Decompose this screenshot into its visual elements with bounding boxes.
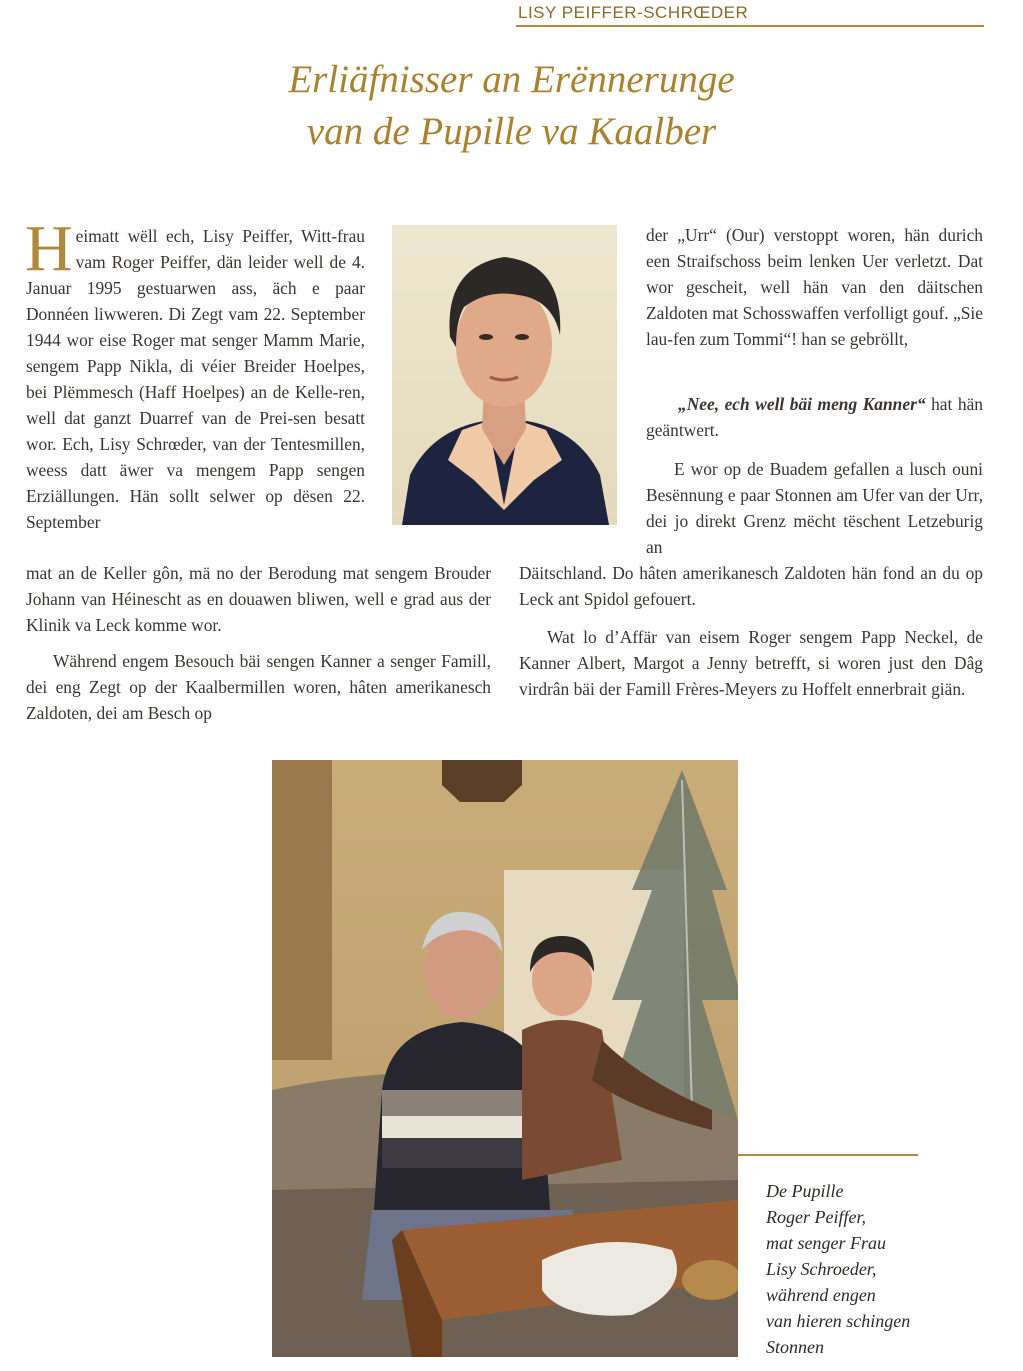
- caption-line: während engen: [766, 1285, 876, 1305]
- author-name: LISY PEIFFER-SCHRŒDER: [518, 3, 749, 22]
- caption-line: Roger Peiffer,: [766, 1207, 866, 1227]
- paragraph-intro: [25, 212, 365, 535]
- caption-line: De Pupille: [766, 1181, 844, 1201]
- paragraph-quote: [646, 391, 983, 443]
- quote-text: „Nee, ech well bäi meng Kanner“: [678, 394, 926, 414]
- paragraph-fall-continued: Däitschland. Do hâten amerikanesch Zaldoten hän fond an du op Leck ant Spidol gefouert.: [519, 563, 983, 609]
- title-line-1: Erliäfnisser an Erënnerunge: [288, 58, 735, 101]
- page-title: [0, 54, 1023, 158]
- family-photo-image: [272, 760, 738, 1357]
- quote-reply: hat hän geäntwert.: [646, 394, 983, 440]
- caption-line: Lisy Schroeder,: [766, 1259, 877, 1279]
- drop-cap: H: [25, 212, 73, 285]
- paragraph-intro-continued: mat an de Keller gôn, mä no der Berodung mat sengem Brouder Johann van Héinescht as en douawen bliwen, well e grad aus der Klinik va Leck komme wor.: [26, 563, 491, 635]
- title-line-2: van de Pupille va Kaalber: [306, 110, 717, 153]
- caption-line: Stonnen: [766, 1337, 824, 1357]
- caption-line: mat senger Frau: [766, 1233, 886, 1253]
- paragraph-family: Wat lo d’Affär van eisem Roger sengem Papp Neckel, de Kanner Albert, Margot a Jenny betrefft, si woren just den Dâg virdrân bäi der Famill Frères-Meyers zu Hoffelt ennerbrait giän.: [519, 627, 983, 699]
- caption-line: van hieren schingen: [766, 1311, 911, 1331]
- paragraph-fall: E wor op de Buadem gefallen a lusch ouni Besënnung e paar Stonnen am Ufer van der Urr, dei jo direkt Grenz mëcht tëschent Letzeburig an: [646, 459, 983, 557]
- paragraph-wound: der „Urr“ (Our) verstoppt woren, hän durich een Straifschoss beim lenken Uer verletzt. Dat wor gescheit, well hän van den däitschen Zaldoten mat Schosswaffen verfolligt gouf. „Sie lau-fen zum Tommi“! han se gebröllt,: [646, 225, 983, 349]
- paragraph-intro-text: eimatt wëll ech, Lisy Peiffer, Witt-frau vam Roger Peiffer, dän leider well de 4. Januar 1995 gestuarwen ass, äch e paar Donnéen liwweren. Di Zegt vam 22. September 1944 wor eise Roger mat senger Mamm Marie, sengem Papp Nikla, di véier Breider Hoelpes, bei Plëmmesch (Haff Hoelpes) an de Kelle-ren, well dat ganzt Duarref van de Prei-sen besatt wor. Ech, Lisy Schrœder, van der Tentesmillen, weess datt äwer va mengem Papp sengen Erziällungen. Hän sollt selwer op dësen 22. September: [26, 226, 365, 532]
- photo-caption: [766, 1178, 910, 1360]
- family-photo: [272, 760, 738, 1357]
- caption-rule: [738, 1154, 918, 1156]
- paragraph-visit: Während engem Besouch bäi sengen Kanner a senger Famill, dei eng Zegt op der Kaalbermillen woren, hâten amerikanesch Zaldoten, dei am Besch op: [26, 651, 491, 723]
- header-rule: [516, 25, 984, 27]
